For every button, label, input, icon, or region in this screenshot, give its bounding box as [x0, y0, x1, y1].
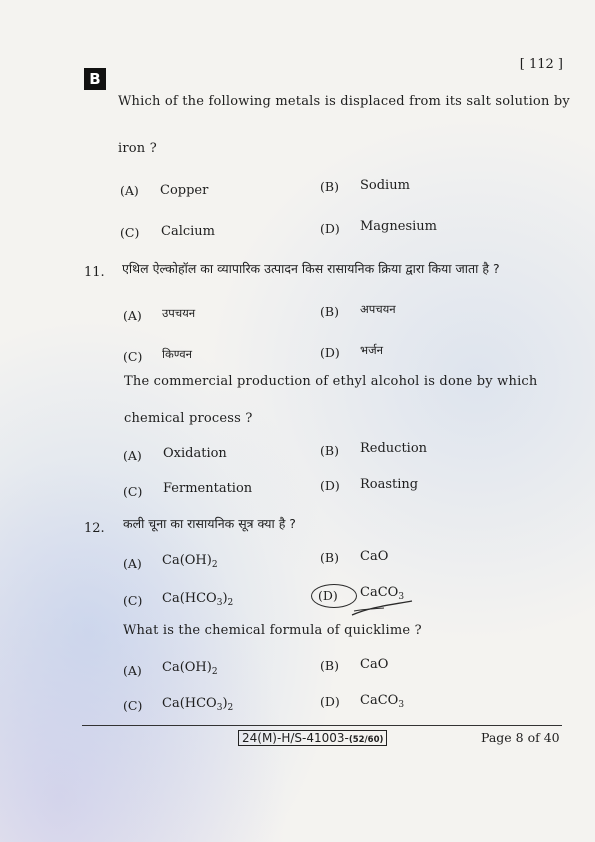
q11-hi-option-d: भर्जन — [360, 343, 383, 357]
q10-text-line1: Which of the following metals is displaced from its salt solution by — [118, 94, 570, 109]
page-count: Page 8 of 40 — [481, 730, 560, 745]
q10-option-a: Copper — [160, 183, 209, 198]
q12-number: 12. — [84, 521, 105, 536]
q12-hi-option-d: CaCO$_3$ — [360, 585, 405, 602]
q12-hi-option-b-label: (B) — [320, 550, 339, 565]
q11-hi-option-c-label: (C) — [123, 349, 143, 364]
q11-en-text-line2: chemical process ? — [124, 411, 253, 426]
q12-hi-option-a-label: (A) — [123, 556, 142, 571]
q11-en-option-c: Fermentation — [163, 481, 253, 496]
q12-hi-option-b: CaO — [360, 549, 389, 564]
q10-option-d: Magnesium — [360, 219, 437, 234]
q10-option-d-label: (D) — [320, 221, 340, 236]
q12-hindi-text: कली चूना का रासायनिक सूत्र क्या है ? — [123, 516, 296, 531]
q12-en-option-b: CaO — [360, 657, 389, 672]
q11-hi-option-b: अपचयन — [360, 302, 396, 316]
q11-en-option-a: Oxidation — [163, 446, 227, 461]
q10-option-b: Sodium — [360, 178, 410, 193]
answer-tick-mark — [350, 597, 420, 619]
q11-hi-option-b-label: (B) — [320, 304, 339, 319]
q11-en-option-a-label: (A) — [123, 448, 142, 463]
q11-en-option-d-label: (D) — [320, 478, 340, 493]
q12-en-option-a-label: (A) — [123, 663, 142, 678]
q12-hi-option-a: $Ca(OH)_2$ — [162, 553, 218, 570]
q10-option-a-label: (A) — [120, 183, 139, 198]
footer-divider — [82, 725, 562, 726]
q10-option-c-label: (C) — [120, 225, 140, 240]
q11-hi-option-c: किण्वन — [162, 347, 193, 361]
q12-hi-option-d-label: (D) — [318, 588, 338, 603]
q11-hi-option-a-label: (A) — [123, 308, 142, 323]
q12-en-option-c-label: (C) — [123, 698, 143, 713]
q12-en-option-d: CaCO$_3$ — [360, 693, 405, 710]
q12-en-option-a: $Ca(OH)_2$ — [162, 660, 218, 677]
q12-en-option-c: $Ca(HCO_3)_2$ — [162, 696, 234, 713]
section-badge: B — [84, 68, 106, 90]
q11-hindi-text: एथिल ऐल्कोहॉल का व्यापारिक उत्पादन किस रासायनिक क्रिया द्वारा किया जाता है ? — [122, 261, 500, 276]
q11-hi-option-a: उपचयन — [162, 306, 196, 320]
q12-hi-option-c-label: (C) — [123, 593, 143, 608]
q12-en-option-b-label: (B) — [320, 658, 339, 673]
paper-code: 24(M)-H/S-41003-(52/60) — [238, 730, 387, 746]
q10-text-line2: iron ? — [118, 141, 157, 156]
q12-hi-option-c: $Ca(HCO_3)_2$ — [162, 591, 234, 608]
q11-en-option-b-label: (B) — [320, 443, 339, 458]
q11-en-option-c-label: (C) — [123, 484, 143, 499]
q11-en-option-b: Reduction — [360, 441, 428, 456]
q11-en-text-line1: The commercial production of ethyl alcohol is done by which — [124, 374, 538, 389]
q10-option-c: Calcium — [161, 224, 215, 239]
q11-en-option-d: Roasting — [360, 477, 419, 492]
q11-number: 11. — [84, 265, 105, 280]
q11-hi-option-d-label: (D) — [320, 345, 340, 360]
q12-en-option-d-label: (D) — [320, 694, 340, 709]
page-number: [ 112 ] — [519, 57, 563, 72]
q12-en-text: What is the chemical formula of quicklime ? — [123, 623, 422, 638]
q10-option-b-label: (B) — [320, 179, 339, 194]
